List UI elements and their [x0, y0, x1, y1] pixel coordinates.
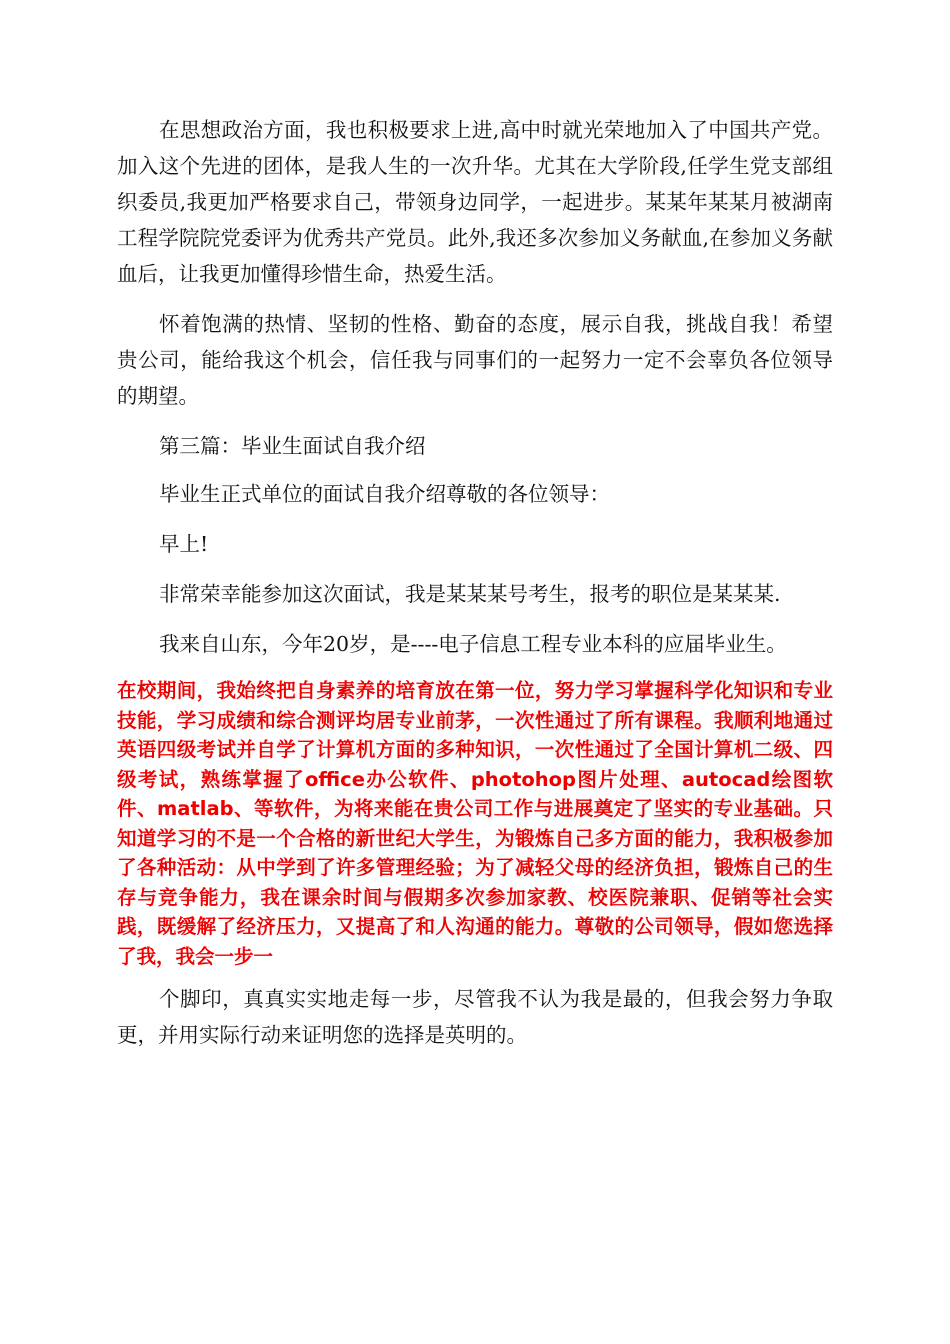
- paragraph-hope: 怀着饱满的热情、坚韧的性格、勤奋的态度，展示自我，挑战自我！希望贵公司，能给我这个机会，信任我与同事们的一起努力一定不会辜负各位领导的期望。: [117, 312, 833, 408]
- paragraph-morning: 早上!: [159, 532, 209, 556]
- paragraph-greeting: 毕业生正式单位的面试自我介绍尊敬的各位领导：: [159, 482, 610, 506]
- paragraph-political-thought: 在思想政治方面，我也积极要求上进,高中时就光荣地加入了中国共产党。加入这个先进的团体，是我人生的一次升华。尤其在大学阶段,任学生党支部组织委员,我更加严格要求自己，带领身边同学，一起进步。某某年某某月被湖南工程学院院党委评为优秀共产党员。此外,我还多次参加义务献血,在参加义务献血后，让我更加懂得珍惜生命，热爱生活。: [117, 118, 833, 286]
- section-title: 第三篇：毕业生面试自我介绍: [159, 434, 426, 458]
- document-body: [117, 112, 833, 1053]
- paragraph-highlight-red: 在校期间，我始终把自身素养的培育放在第一位，努力学习掌握科学化知识和专业技能，学习成绩和综合测评均居专业前茅，一次性通过了所有课程。我顺利地通过英语四级考试并自学了计算机方面的多种知识，一次性通过了全国计算机二级、四级考试，熟练掌握了office办公软件、photohop图片处理、autocad绘图软件、matlab、等软件，为将来能在贵公司工作与进展奠定了坚实的专业基础。只知道学习的不是一个合格的新世纪大学生，为锻炼自己多方面的能力，我积极参加了各种活动：从中学到了许多管理经验；为了减轻父母的经济负担，锻炼自己的生存与竞争能力，我在课余时间与假期多次参加家教、校医院兼职、促销等社会实践，既缓解了经济压力，又提高了和人沟通的能力。尊敬的公司领导，假如您选择了我，我会一步一: [117, 679, 833, 968]
- paragraph-closing: 个脚印，真真实实地走每一步，尽管我不认为我是最的，但我会努力争取更，并用实际行动来证明您的选择是英明的。: [117, 987, 833, 1047]
- paragraph-origin: 我来自山东，今年20岁，是----电子信息工程专业本科的应届毕业生。: [159, 632, 787, 656]
- paragraph-honor: 非常荣幸能参加这次面试，我是某某某号考生，报考的职位是某某某.: [159, 582, 781, 606]
